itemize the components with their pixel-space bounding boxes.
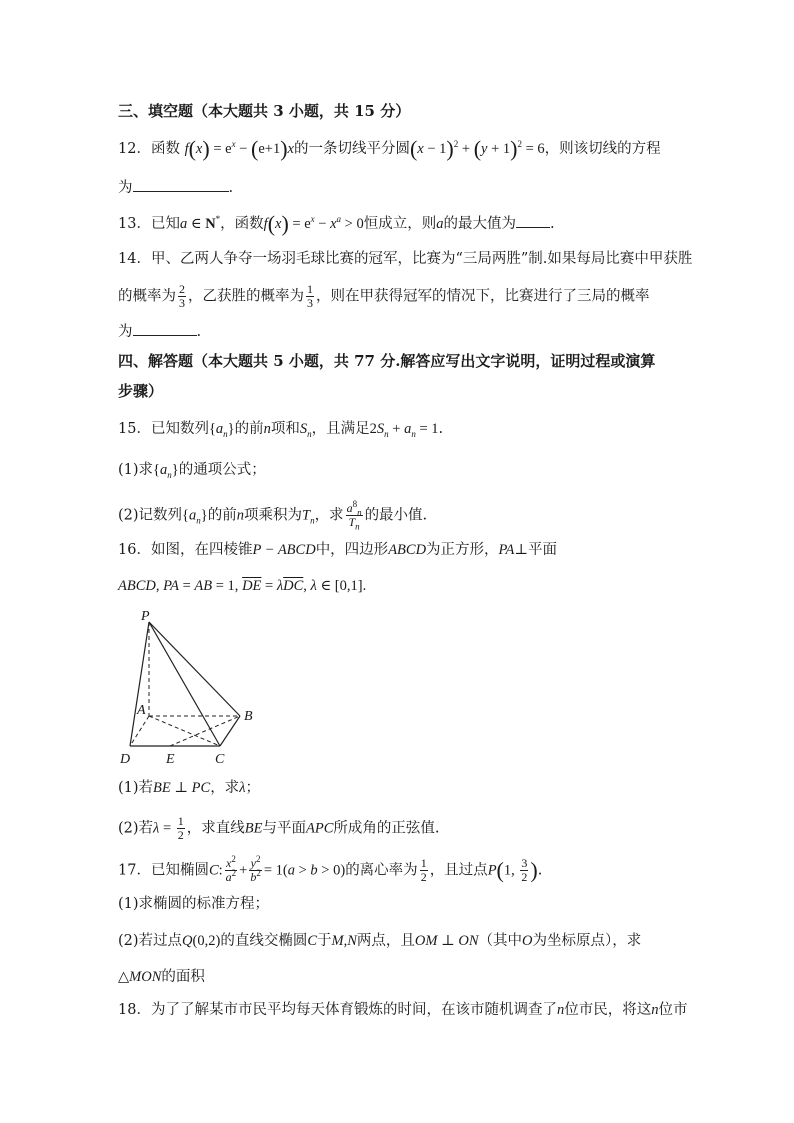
text: 为坐标原点），求 <box>532 933 642 949</box>
section-4-heading-line-2: 步骤） <box>118 382 164 400</box>
question-12-line-1: 12．函数 $f(x) = e^x - (e+1)x$的一条切线平分圆$(x - 1)^2 + (y + 1)^2 = 6$，则该切线的方程 <box>118 136 661 161</box>
section-4-heading-line-1: 四、解答题（本大题共 5 小题，共 77 分.解答应写出文字说明，证明过程或演算 <box>118 352 656 370</box>
label-d: D <box>120 752 131 766</box>
label-p: P <box>141 609 150 624</box>
text: 的概率为 <box>118 288 176 305</box>
question-13: 13．已知a ∈ N*，函数$f(x) = e^x - x^a > 0$恒成立，则a的最大值为 . <box>118 211 555 236</box>
question-12-line-2 <box>118 177 233 198</box>
fraction-one-third: $\frac{1}{3}$ <box>307 282 313 310</box>
text: ，求 <box>314 507 344 524</box>
text: 两点，且 <box>356 933 415 949</box>
answer-blank[interactable] <box>133 321 197 336</box>
text: 为 <box>118 324 133 340</box>
fraction-an8-over-tn: $\frac{a^8_n}{T_n}$ <box>346 499 362 532</box>
math-function: f <box>184 141 189 157</box>
text: 为了了解某市市民平均每天体育锻炼的时间，在该市随机调查了 <box>150 1002 557 1018</box>
text: . <box>537 862 543 879</box>
question-17-part-2-line-1: (2)若过点Q(0,2)的直线交椭圆C于M,N两点，且OM ⊥ ON（其中O为坐标原点），求 <box>118 933 642 949</box>
question-number: 15． <box>118 421 151 437</box>
text: 已知椭圆 <box>150 862 209 879</box>
answer-blank[interactable] <box>133 177 229 192</box>
text: ，函数 <box>220 216 264 232</box>
text: 已知 <box>150 216 180 232</box>
question-15-part-2: (2)记数列$\{a_n\}$的前n项乘积为$T_n$，求 $\frac{a^8_n}{T_n}$ 的最小值. <box>118 499 428 532</box>
text: 所成角的正弦值. <box>333 820 440 837</box>
text: 的通项公式； <box>178 462 266 478</box>
label-b: B <box>244 709 253 724</box>
label-a: A <box>137 703 146 718</box>
text: 平面 <box>528 542 558 558</box>
text: 中，四边形 <box>315 542 389 558</box>
text: ，求 <box>210 780 240 796</box>
question-16-line-1: 16．如图，在四棱锥P − ABCD中，四边形ABCD为正方形，PA⊥平面 <box>118 542 558 558</box>
text: 为 <box>118 180 133 196</box>
text: (2)若过点 <box>118 933 183 949</box>
pyramid-figure <box>112 606 272 766</box>
text: (1)求 <box>118 462 154 478</box>
fraction-x2-a2: $\frac{x^2}{a^2}$ <box>225 854 237 884</box>
text: (2)若 <box>118 820 154 837</box>
text: ，且过点 <box>429 862 488 879</box>
question-14-line-1 <box>118 249 692 269</box>
text: 的离心率为 <box>345 862 418 879</box>
text: 的一条切线平分圆 <box>293 141 410 157</box>
text: ； <box>245 780 260 796</box>
question-18: 18．为了了解某市市民平均每天体育锻炼的时间，在该市随机调查了n位市民，将这n位市 <box>118 1002 688 1018</box>
text: 位市 <box>658 1002 688 1018</box>
text: ，求直线 <box>186 820 245 837</box>
text: 的直线交椭圆 <box>220 933 308 949</box>
question-number: 14． <box>118 251 151 267</box>
text: . <box>228 180 234 196</box>
question-number: 13． <box>118 216 151 232</box>
question-16-part-1: (1)若BE ⊥ PC，求λ； <box>118 780 260 796</box>
text: 项乘积为 <box>243 507 302 524</box>
text: 项和 <box>270 421 300 437</box>
text: （其中 <box>478 933 522 949</box>
text: (2)记数列 <box>118 507 183 524</box>
text: (1)若 <box>118 780 154 796</box>
text: 如图，在四棱锥 <box>150 542 253 558</box>
question-14-line-3 <box>118 321 201 342</box>
text: 函数 <box>150 141 180 157</box>
question-number: 18． <box>118 1002 151 1018</box>
text: ，且满足 <box>311 421 370 437</box>
fraction-one-half: $\frac{1}{2}$ <box>420 856 427 884</box>
text: 为正方形， <box>426 542 499 558</box>
question-17-part-1: (1)求椭圆的标准方程； <box>118 896 270 912</box>
text: 于 <box>317 933 332 949</box>
question-14-line-2 <box>118 283 650 310</box>
text: 甲、乙两人争夺一场羽毛球比赛的冠军，比赛为“三局两胜”制.如果每局比赛中甲获胜 <box>150 251 693 267</box>
question-15: 15．已知数列$\{a_n\}$的前n项和$S_n$，且满足$2S_n + a_n = 1$. <box>118 421 444 439</box>
text: 位市民，将这 <box>564 1002 652 1018</box>
text: 的面积 <box>161 969 205 985</box>
text: 的前 <box>207 507 237 524</box>
text: . <box>196 324 202 340</box>
fraction-two-thirds: $\frac{2}{3}$ <box>179 282 185 310</box>
fraction-y2-b2: $\frac{y^2}{b^2}$ <box>250 854 261 884</box>
question-17: 17．已知椭圆C: $\frac{x^2}{a^2}$ + $\frac{y^2}{b^2}$ = 1(a > b > 0)的离心率为 $\frac{1}{2}$ ，且过点P(1, $\frac{3}{2}$ ). <box>118 854 543 884</box>
text: . <box>438 421 444 437</box>
question-16-line-2: ABCD, PA = AB = 1, $\overline{DE} = \lambda\overline{DC}$, λ ∈ [0,1]. <box>118 578 367 594</box>
text: 与平面 <box>262 820 306 837</box>
text: 的最大值为 <box>443 216 516 232</box>
label-e: E <box>166 752 175 766</box>
text: 已知数列 <box>150 421 209 437</box>
text: . <box>549 216 555 232</box>
text: 的前 <box>234 421 264 437</box>
text: ，则在甲获得冠军的情况下，比赛进行了三局的概率 <box>316 288 650 305</box>
question-15-part-1: (1)求$\{a_n\}$的通项公式； <box>118 462 266 480</box>
question-number: 12． <box>118 141 151 157</box>
fraction-one-half: $\frac{1}{2}$ <box>177 814 184 842</box>
text: ，乙获胜的概率为 <box>188 288 304 305</box>
fraction-three-halves: $\frac{3}{2}$ <box>521 856 528 884</box>
text: 恒成立，则 <box>363 216 437 232</box>
text: ，则该切线的方程 <box>544 141 661 157</box>
text: 的最小值. <box>364 507 428 524</box>
question-number: 17． <box>118 862 151 879</box>
question-number: 16． <box>118 542 151 558</box>
question-16-part-2: (2)若λ = $\frac{1}{2}$ ，求直线BE与平面APC所成角的正弦值. <box>118 814 440 842</box>
section-3-heading: 三、填空题（本大题共 3 小题，共 15 分） <box>118 102 411 120</box>
question-17-part-2-line-2: △MON的面积 <box>118 969 205 985</box>
answer-blank[interactable] <box>516 213 550 228</box>
label-c: C <box>215 752 225 766</box>
